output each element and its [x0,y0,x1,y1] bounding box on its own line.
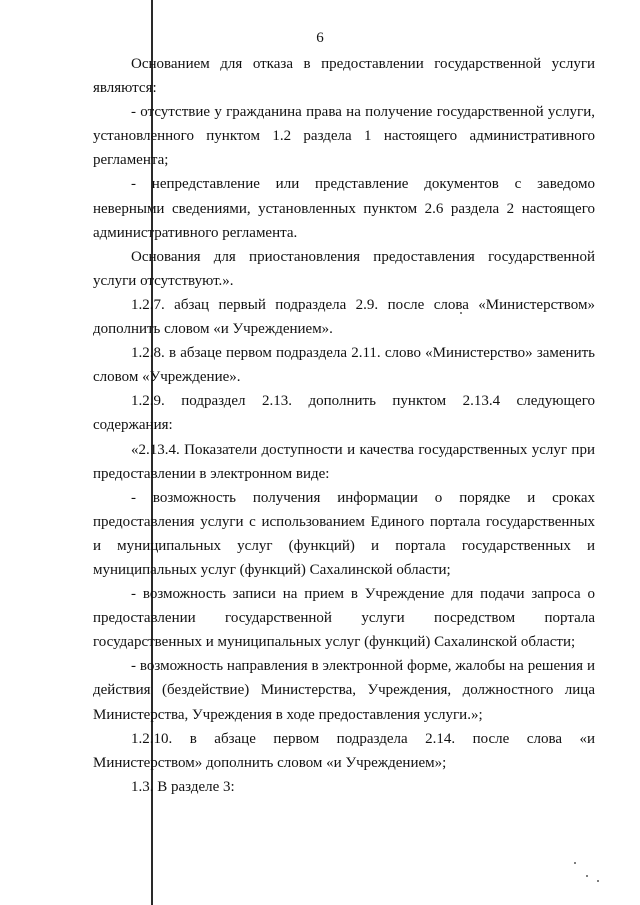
paragraph: Основанием для отказа в предоставлении государственной услуги являются: [93,56,595,97]
paragraph: 1.2.7. абзац первый подраздела 2.9. после слова «Министерством» дополнить словом «и Учреждением». [93,296,595,338]
paragraph: Основания для приостановления предоставления государственной услуги отсутствуют.». [93,248,595,289]
document-body [93,52,595,799]
paragraph: - возможность направления в электронной форме, жалобы на решения и действия (бездействие) Министерства, Учреждения, должностного лица Министерства, Учреждения в ходе предоставления услуги.»; [93,658,595,723]
scan-speck [597,880,599,882]
scan-speck [574,862,576,864]
paragraph: 1.3. В разделе 3: [131,778,235,795]
paragraph: 1.2.9. подраздел 2.13. дополнить пунктом 2.13.4 следующего содержания: [93,393,595,434]
paragraph: - непредставление или представление документов с заведомо неверными сведениями, установленных пунктом 2.6 раздела 2 настоящего административного регламента. [93,176,595,241]
paragraph: - возможность записи на прием в Учреждение для подачи запроса о предоставлении государственной услуги посредством портала государственных и муниципальных услуг (функций) Сахалинской области; [93,586,595,651]
scan-speck [586,875,588,877]
page-number: 6 [316,30,324,46]
paragraph: «2.13.4. Показатели доступности и качества государственных услуг при предоставлении в электронном виде: [93,441,595,482]
paragraph: 1.2.8. в абзаце первом подраздела 2.11. слово «Министерство» заменить словом «Учреждение». [93,345,595,386]
paragraph: - возможность получения информации о порядке и сроках предоставления услуги с использованием Единого портала государственных и муниципальных услуг (функций) и портала государственных и муниципальных услуг (функций) Сахалинской области; [93,489,595,578]
paragraph: - отсутствие у гражданина права на получение государственной услуги, установленного пунктом 1.2 раздела 1 настоящего административного регламента; [93,104,595,169]
paragraph: 1.2.10. в абзаце первом подраздела 2.14. после слова «и Министерством» дополнить словом «и Учреждением»; [93,730,595,771]
